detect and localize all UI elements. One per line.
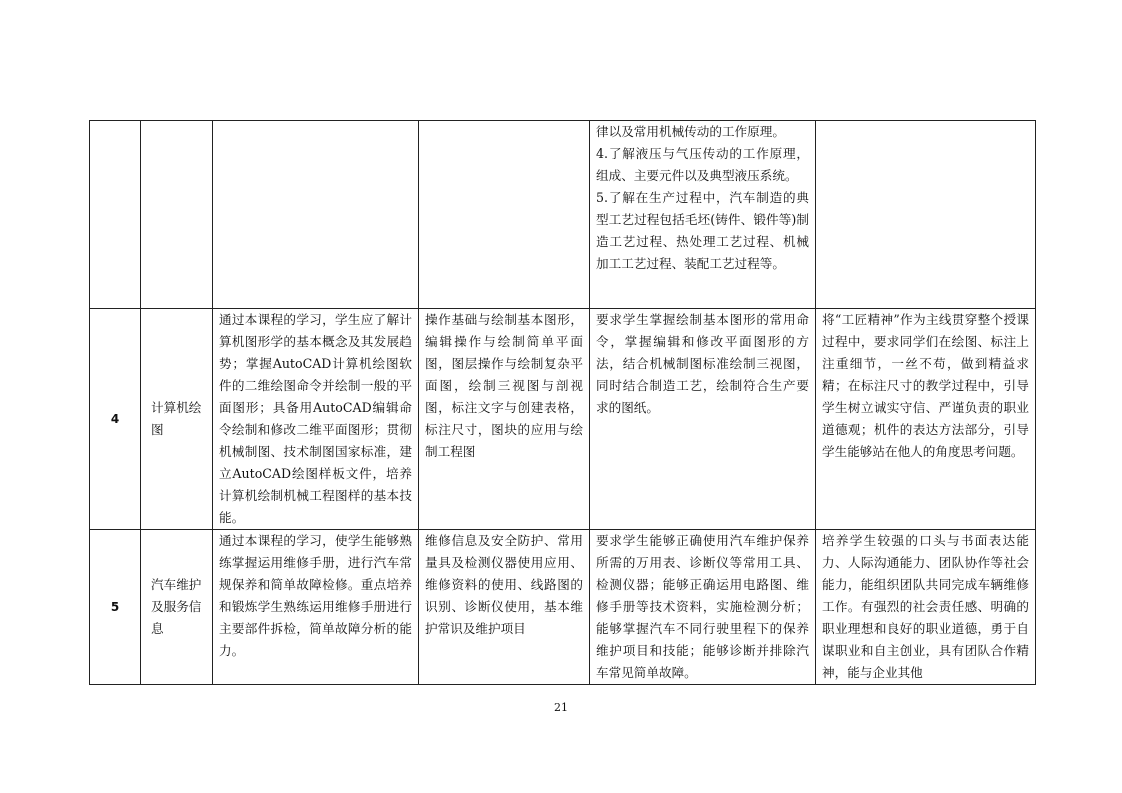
course-name: 汽车维护及服务信息 <box>141 530 213 685</box>
course-objective <box>213 121 419 309</box>
course-content: 操作基础与绘制基本图形，编辑操作与绘制简单平面图，图层操作与绘制复杂平面图，绘制三视图与剖视图，标注文字与创建表格，标注尺寸，图块的应用与绘制工程图 <box>419 309 590 530</box>
table-row <box>90 309 1036 530</box>
course-ideology <box>816 121 1036 309</box>
table-row <box>90 121 1036 309</box>
course-requirement: 要求学生掌握绘制基本图形的常用命令，掌握编辑和修改平面图形的方法，结合机械制图标准绘制三视图，同时结合制造工艺，绘制符合生产要求的图纸。 <box>590 309 816 530</box>
row-number: 4 <box>90 309 141 530</box>
course-name <box>141 121 213 309</box>
course-ideology: 将“工匠精神”作为主线贯穿整个授课过程中，要求同学们在绘图、标注上注重细节，一丝不苟，做到精益求精；在标注尺寸的教学过程中，引导学生树立诚实守信、严谨负责的职业道德观；机件的表达方法部分，引导学生能够站在他人的角度思考问题。 <box>816 309 1036 530</box>
course-objective: 通过本课程的学习，学生应了解计算机图形学的基本概念及其发展趋势；掌握AutoCAD计算机绘图软件的二维绘图命令并绘制一般的平面图形；具备用AutoCAD编辑命令绘制和修改二维平面图形；贯彻机械制图、技术制图国家标准，建立AutoCAD绘图样板文件，培养计算机绘制机械工程图样的基本技能。 <box>213 309 419 530</box>
course-requirement: 律以及常用机械传动的工作原理。 4.了解液压与气压传动的工作原理，组成、主要元件以及典型液压系统。 5.了解在生产过程中，汽车制造的典型工艺过程包括毛坯(铸件、锻件等)制造工艺过程、热处理工艺过程、机械加工工艺过程、装配工艺过程等。 <box>590 121 816 309</box>
course-ideology: 培养学生较强的口头与书面表达能力、人际沟通能力、团队协作等社会能力，能组织团队共同完成车辆维修工作。有强烈的社会责任感、明确的职业理想和良好的职业道德，勇于自谋职业和自主创业，具有团队合作精神，能与企业其他 <box>816 530 1036 685</box>
course-objective: 通过本课程的学习，使学生能够熟练掌握运用维修手册，进行汽车常规保养和简单故障检修。重点培养和锻炼学生熟练运用维修手册进行主要部件拆检，简单故障分析的能力。 <box>213 530 419 685</box>
row-number: 5 <box>90 530 141 685</box>
row-number <box>90 121 141 309</box>
table-row <box>90 530 1036 685</box>
course-name: 计算机绘图 <box>141 309 213 530</box>
course-requirement: 要求学生能够正确使用汽车维护保养所需的万用表、诊断仪等常用工具、检测仪器；能够正确运用电路图、维修手册等技术资料，实施检测分析；能够掌握汽车不同行驶里程下的保养维护项目和技能；能够诊断并排除汽车常见简单故障。 <box>590 530 816 685</box>
course-content: 维修信息及安全防护、常用量具及检测仪器使用应用、维修资料的使用、线路图的识别、诊断仪使用，基本维护常识及维护项目 <box>419 530 590 685</box>
page-number: 21 <box>554 701 568 714</box>
course-content <box>419 121 590 309</box>
course-table <box>89 120 1036 685</box>
